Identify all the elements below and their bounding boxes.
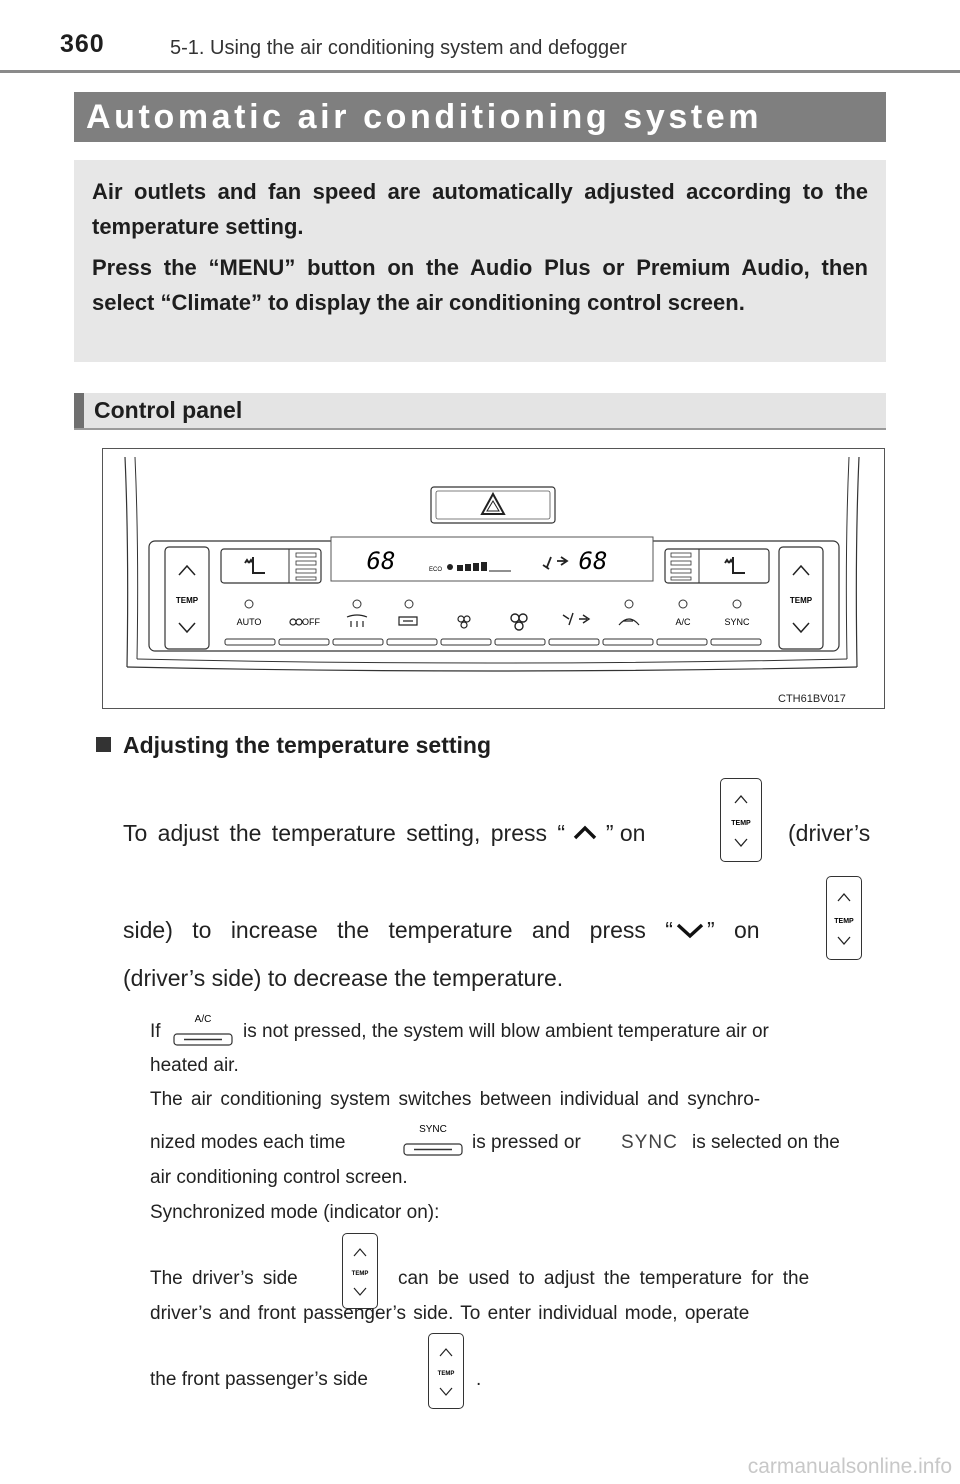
note-4-line-3: the front passenger’s side <box>150 1369 368 1390</box>
svg-text:TEMP: TEMP <box>437 1371 455 1377</box>
passenger-temp-button-inline <box>428 1333 464 1409</box>
note-1-text: is not pressed, the system will blow ambient temperature air or <box>243 1021 769 1042</box>
header-rule <box>0 70 960 73</box>
ac-label: A/C <box>675 617 691 627</box>
running-head: 5-1. Using the air conditioning system and defogger <box>170 37 627 59</box>
display-right-temp: 68 <box>578 547 608 575</box>
adjust-line-2: side) to increase the temperature and press “ ” on <box>123 917 760 943</box>
driver-temp-button-inline-2 <box>826 876 862 960</box>
note-2-line-3: air conditioning control screen. <box>150 1167 408 1188</box>
control-panel-figure <box>102 448 885 709</box>
note-4-line-2: driver’s and front passenger’s side. To enter individual mode, operate <box>150 1303 750 1324</box>
note-1-start: If <box>150 1021 161 1042</box>
intro-paragraph-2: Press the “MENU” button on the Audio Plus or Premium Audio, then select “Climate” to display the air conditioning control screen. <box>92 255 868 315</box>
note-3: Synchronized mode (indicator on): <box>150 1202 440 1223</box>
svg-text:TEMP: TEMP <box>834 918 854 925</box>
sync-screen-label: SYNC <box>621 1132 678 1153</box>
left-temp-label: TEMP <box>175 596 199 605</box>
svg-text:A/C: A/C <box>194 1014 212 1025</box>
sync-label: SYNC <box>724 617 750 627</box>
ac-button-inline <box>172 1010 234 1050</box>
adjust-heading <box>96 732 491 759</box>
note-2-line-2a: nized modes each time <box>150 1132 346 1153</box>
driver-temp-button-inline-1 <box>720 778 762 862</box>
figure-code: CTH61BV017 <box>778 693 846 705</box>
intro-paragraph-1: Air outlets and fan speed are automatically adjusted according to the temperature setting. <box>92 179 868 239</box>
subheading-rule <box>74 428 886 430</box>
auto-label: AUTO <box>236 617 262 627</box>
display-left-temp: 68 <box>366 547 396 575</box>
svg-text:TEMP: TEMP <box>731 820 751 827</box>
adjust-heading-text: Adjusting the temperature setting <box>123 732 492 758</box>
watermark: carmanualsonline.info <box>747 1455 952 1478</box>
svg-text:SYNC: SYNC <box>419 1124 447 1135</box>
note-2-line-2c: is selected on the <box>692 1132 840 1153</box>
right-temp-label: TEMP <box>789 596 813 605</box>
sync-button-inline <box>402 1120 464 1160</box>
control-panel-illustration <box>103 449 883 707</box>
bullet-square-icon <box>96 737 111 752</box>
page-number: 360 <box>60 30 105 58</box>
intro-box <box>74 160 886 362</box>
adjust-line-1: To adjust the temperature setting, press “ ” on <box>123 820 646 846</box>
note-2-line-2b: is pressed or <box>472 1132 581 1153</box>
note-1-end: heated air. <box>150 1055 239 1076</box>
subheading: Control panel <box>94 397 243 423</box>
section-title: Automatic air conditioning system <box>86 98 763 136</box>
display-eco-label: ECO <box>429 567 443 573</box>
note-2-line-1: The air conditioning system switches between individual and synchro- <box>150 1089 761 1110</box>
note-4-end: . <box>476 1369 482 1390</box>
note-4-line-1a: The driver’s side <box>150 1268 298 1289</box>
chevron-down-icon <box>673 920 707 940</box>
adjust-line-1-end: (driver’s <box>788 820 871 846</box>
chevron-up-icon <box>571 823 599 843</box>
driver-temp-button-inline-3 <box>342 1233 378 1309</box>
note-4-line-1b: can be used to adjust the temperature for the <box>398 1268 810 1289</box>
adjust-line-3: (driver’s side) to decrease the temperature. <box>123 965 564 991</box>
svg-text:TEMP: TEMP <box>351 1271 369 1277</box>
off-label: OFF <box>302 617 320 627</box>
